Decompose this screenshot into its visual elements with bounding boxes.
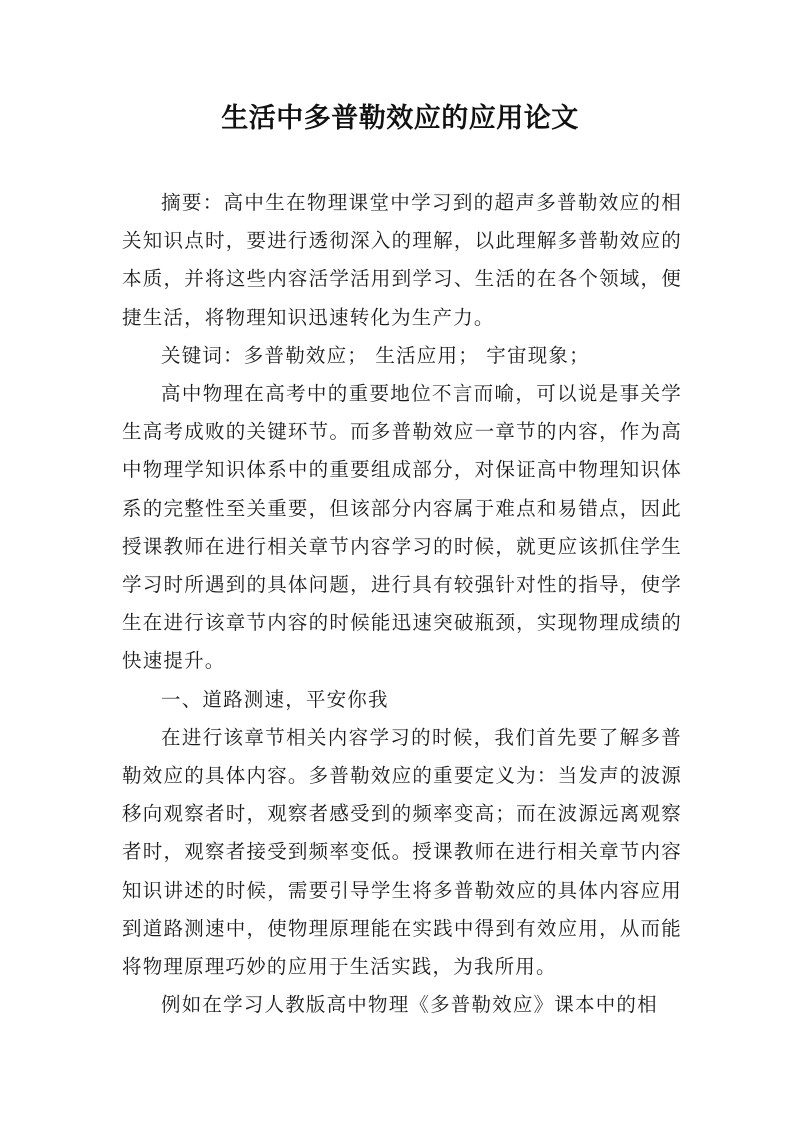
section-heading: 一、道路测速，平安你我 xyxy=(161,687,389,711)
abstract-paragraph: 摘要：高中生在物理课堂中学习到的超声多普勒效应的相关知识点时，要进行透彻深入的理解，以此理解多普勒效应的本质，并将这些内容活学活用到学习、生活的在各个领域，便捷生活，将物理知识迅速转化为生产力。 xyxy=(122,191,682,329)
section-body-paragraph: 在进行该章节相关内容学习的时候，我们首先要了解多普勒效应的具体内容。多普勒效应的重要定义为：当发声的波源移向观察者时，观察者感受到的频率变高；而在波源远离观察者时，观察者接受到频率变低。授课教师在进行相关章节内容知识讲述的时候，需要引导学生将多普勒效应的具体内容应用到道路测速中，使物理原理能在实践中得到有效应用，从而能将物理原理巧妙的应用于生活实践，为我所用。 xyxy=(122,725,682,979)
keywords-paragraph: 关键词：多普勒效应； 生活应用； 宇宙现象； xyxy=(161,343,590,367)
document-body xyxy=(122,184,682,1024)
document-title: 生活中多普勒效应的应用论文 xyxy=(221,103,579,134)
intro-paragraph: 高中物理在高考中的重要地位不言而喻，可以说是事关学生高考成败的关键环节。而多普勒效应一章节的内容，作为高中物理学知识体系中的重要组成部分，对保证高中物理知识体系的完整性至关重要，但该部分内容属于难点和易错点，因此授课教师在进行相关章节内容学习的时候，就更应该抓住学生学习时所遇到的具体问题，进行具有较强针对性的指导，使学生在进行该章节内容的时候能迅速突破瓶颈，实现物理成绩的快速提升。 xyxy=(122,382,682,673)
example-paragraph: 例如在学习人教版高中物理《多普勒效应》课本中的相 xyxy=(161,993,658,1017)
